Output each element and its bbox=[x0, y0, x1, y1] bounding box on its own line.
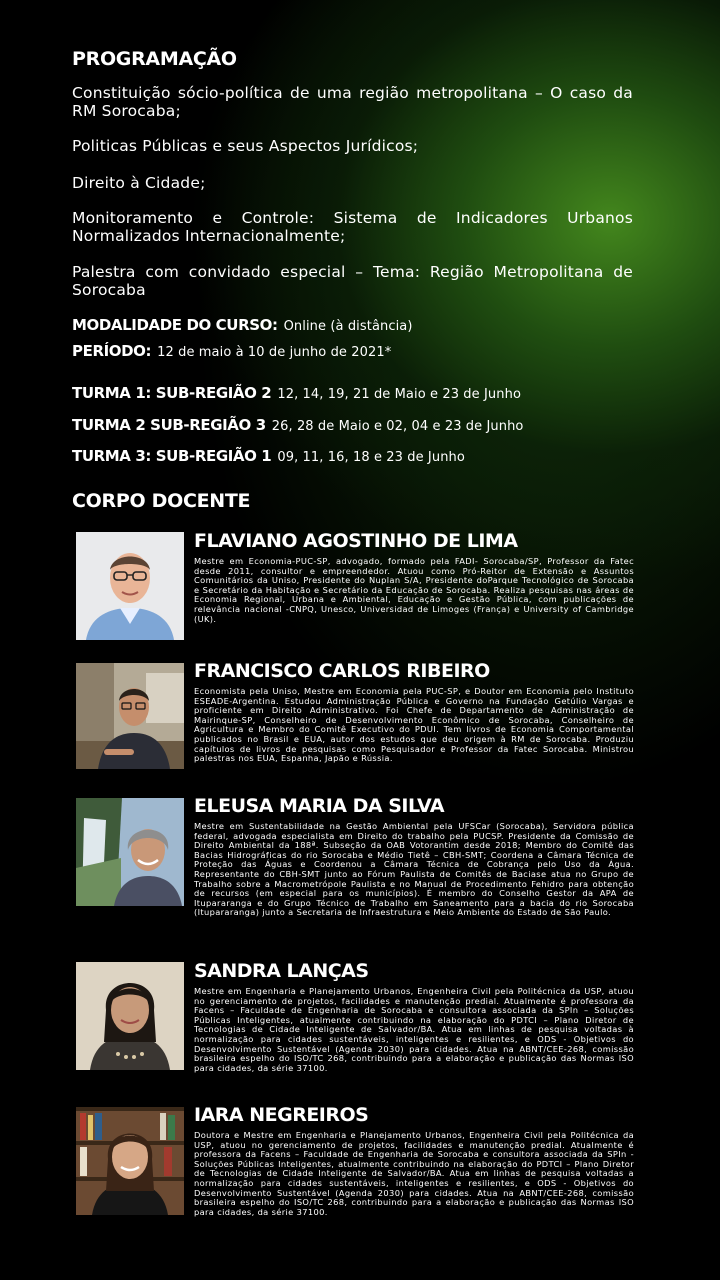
programacao-item: Constituição sócio-política de uma região metropolitana – O caso da RM Sorocaba; bbox=[72, 84, 633, 120]
turma-dates: 12, 14, 19, 21 de Maio e 23 de Junho bbox=[277, 387, 521, 402]
teacher-name: IARA NEGREIROS bbox=[194, 1104, 369, 1126]
modalidade-value: Online (à distância) bbox=[283, 319, 413, 334]
teacher-card bbox=[72, 795, 634, 945]
teacher-name: SANDRA LANÇAS bbox=[194, 960, 369, 982]
programacao-item: Monitoramento e Controle: Sistema de Indicadores Urbanos Normalizados Internacionalmente; bbox=[72, 209, 633, 245]
turma-label: TURMA 2 SUB-REGIÃO 3 bbox=[72, 416, 266, 434]
modalidade-row bbox=[72, 316, 413, 335]
teacher-name: ELEUSA MARIA DA SILVA bbox=[194, 795, 445, 817]
teacher-bio: Doutora e Mestre em Engenharia e Planejamento Urbanos, Engenheira Civil pela Politécnica da USP, atuou no gerenciamento de projetos, facilidades e manutenção predial. Atualmente é professora da Facens – Faculdade de Engenharia de Sorocaba e consultora associada da SPIn - Soluções Públicas Inteligentes, atualmente contribuindo na elaboração do PDTCI – Plano Diretor de Tecnologias de Cidade Inteligente de Salvador/BA. Atua em linhas de pesquisa voltadas a normalização para cidades sustentáveis, inteligentes e resilientes, e ODS - Objetivos do Desenvolvimento Sustentável (Agenda 2030) para cidades. Atua na ABNT/CEE-268, comissão brasileira espelho do ISO/TC 268, contribuindo para a elaboração e publicação das Normas ISO para cidades, da série 37100. bbox=[194, 1130, 634, 1217]
teacher-bio: Mestre em Economia-PUC-SP, advogado, formado pela FADI- Sorocaba/SP, Professor da Fatec desde 2011, consultor e empreendedor. Atuou como Pró-Reitor de Extensão e Assuntos Comunitários da Uniso, Presidente do Nuplan S/A, Presidente doParque Tecnológico de Sorocaba e Secretário da Habitação e Secretário da Educação de Sorocaba. Realiza pesquisas nas áreas de Economia Regional, Urbana e Ambiental, Educação e Gestão Pública, com publicações de relevância nacional -CNPQ, Unesco, Universidad de Limoges (França) e University of Cambridge (UK). bbox=[194, 556, 634, 624]
modalidade-label: MODALIDADE DO CURSO: bbox=[72, 316, 278, 334]
programacao-item: Politicas Públicas e seus Aspectos Jurídicos; bbox=[72, 137, 419, 155]
turma-row bbox=[72, 447, 465, 466]
programacao-item: Direito à Cidade; bbox=[72, 174, 206, 192]
teacher-photo bbox=[76, 798, 184, 906]
corpo-docente-title: CORPO DOCENTE bbox=[72, 490, 251, 512]
teacher-bio: Economista pela Uniso, Mestre em Economia pela PUC-SP, e Doutor em Economia pelo Instituto ESEADE-Argentina. Estudou Administração Pública e Governo na Fundação Getúlio Vargas e proficiente em Direito Administrativo. Foi Chefe de Departamento de Administração de Mairinque-SP, Conselheiro de Desenvolvimento Econômico de Sorocaba, Conselheiro de Agricultura e Membro do Comitê Executivo do PDUI. Tem livros de Economia Comportamental publicados no Brasil e EUA, autor dos estudos que deu origem à RM de Sorocaba. Produziu capítulos de livros de pesquisas como Pesquisador e Professor da Fatec Sorocaba. Ministrou palestras nos EUA, Espanha, Japão e Rússia. bbox=[194, 686, 634, 764]
turma-dates: 09, 11, 16, 18 e 23 de Junho bbox=[277, 450, 465, 465]
periodo-row bbox=[72, 342, 391, 361]
periodo-value: 12 de maio à 10 de junho de 2021* bbox=[157, 345, 392, 360]
teacher-card bbox=[72, 660, 634, 775]
turma-row bbox=[72, 416, 523, 435]
turma-label: TURMA 3: SUB-REGIÃO 1 bbox=[72, 447, 272, 465]
teacher-card bbox=[72, 1104, 634, 1234]
teacher-bio: Mestre em Engenharia e Planejamento Urbanos, Engenheira Civil pela Politécnica da USP, atuou no gerenciamento de projetos, facilidades e manutenção predial. Atualmente é professora da Facens – Faculdade de Engenharia de Sorocaba e consultora associada da SPIn – Soluções Públicas Inteligentes, atualmente contribuindo na elaboração do PDTCI – Plano Diretor de Tecnologias de Cidade Inteligente de Salvador/BA. Atua em linhas de pesquisa voltadas à normalização para cidades sustentáveis, inteligentes e resilientes, e ODS - Objetivos do Desenvolvimento Sustentável (Agenda 2030) para cidades. Atua na ABNT/CEE-268, comissão brasileira espelho do ISO/TC 268, contribuindo para a elaboração e publicação das Normas ISO para cidades, da série 37100. bbox=[194, 986, 634, 1073]
teacher-name: FLAVIANO AGOSTINHO DE LIMA bbox=[194, 530, 518, 552]
periodo-label: PERÍODO: bbox=[72, 342, 152, 360]
teacher-card bbox=[72, 530, 634, 645]
teacher-bio: Mestre em Sustentabilidade na Gestão Ambiental pela UFSCar (Sorocaba), Servidora pública federal, advogada especialista em Direito do trabalho pela PUCSP. Presidente da Comissão de Direito Ambiental da 188ª. Subseção da OAB Votorantim desde 2018; Membro do Comitê das Bacias Hidrográficas do rio Sorocaba e Médio Tietê – CBH-SMT; Coordena a Câmara Técnica de Proteção das Águas e Coordenou a Câmara Técnica de Cobrança pelo Uso da Água. Representante do CBH-SMT junto ao Fórum Paulista de Comitês de Baciase atua no Grupo de Trabalho sobre a Macrometrópole Paulista e no Manual de Procedimento Fehidro para obtenção de recursos (em especial para os municípios). É membro do Conselho Gestor da APA de Itupararanga e do Grupo Técnico de Trabalho em Saneamento para a bacia do rio Sorocaba (Itupararanga) junto a Secretaria de Infraestrutura e Meio Ambiente do Estado de São Paulo. bbox=[194, 821, 634, 918]
turma-label: TURMA 1: SUB-REGIÃO 2 bbox=[72, 384, 272, 402]
teacher-name: FRANCISCO CARLOS RIBEIRO bbox=[194, 660, 490, 682]
teacher-photo bbox=[76, 1107, 184, 1215]
teacher-photo bbox=[76, 663, 184, 769]
programacao-title: PROGRAMAÇÃO bbox=[72, 48, 237, 70]
teacher-photo bbox=[76, 532, 184, 640]
teacher-card bbox=[72, 960, 634, 1090]
teacher-photo bbox=[76, 962, 184, 1070]
programacao-item: Palestra com convidado especial – Tema: Região Metropolitana de Sorocaba bbox=[72, 263, 633, 299]
turma-row bbox=[72, 384, 521, 403]
turma-dates: 26, 28 de Maio e 02, 04 e 23 de Junho bbox=[271, 419, 524, 434]
